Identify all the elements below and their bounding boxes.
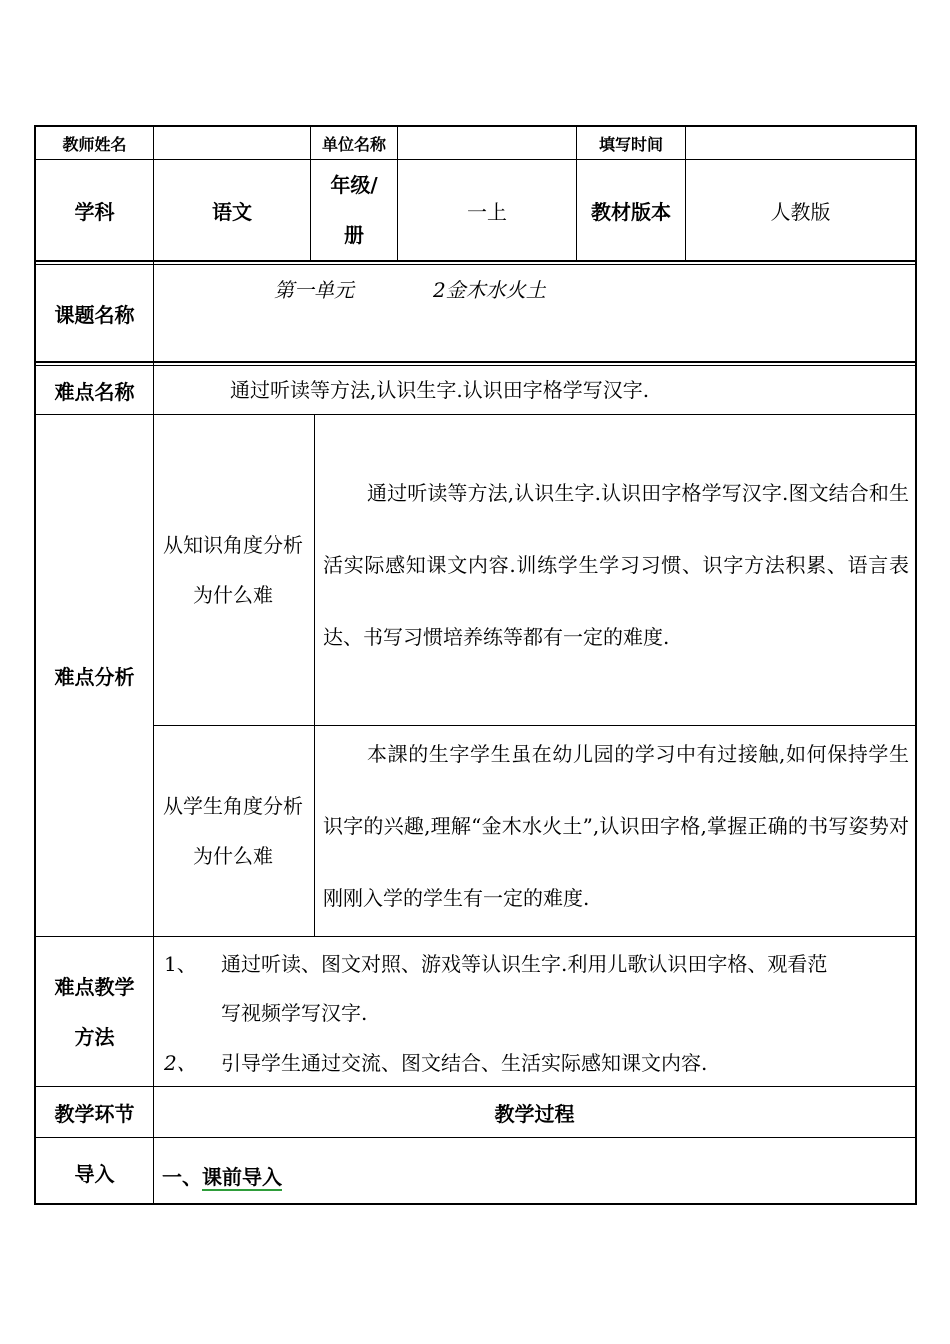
stage-intro-label: 导入 xyxy=(74,1162,115,1186)
methods-label-line1: 难点教学 xyxy=(54,974,135,999)
subject-label: 学科 xyxy=(74,199,115,224)
grade-label-line2: 册 xyxy=(344,223,364,247)
difficulty-text: 通过听读等方法,认识生字.认识田字格学写汉字. xyxy=(230,378,650,402)
methods-label xyxy=(36,937,153,1086)
student-angle-text: 本課的生字学生虽在幼儿园的学习中有过接触,如何保持学生识字的兴趣,理解“金木水火土”,认识田字格,掌握正确的书写姿势对刚刚入学的学生有一定的难度. xyxy=(323,742,909,910)
textbook-label: 教材版本 xyxy=(591,199,671,224)
knowledge-angle-label: 从知识角度分析为什么难 xyxy=(163,533,303,607)
teacher-name-value[interactable] xyxy=(154,127,310,159)
intro-content-num: 一、 xyxy=(162,1165,202,1189)
fill-time-value[interactable] xyxy=(686,127,915,159)
topic-label: 课题名称 xyxy=(54,302,135,327)
intro-content xyxy=(162,1162,282,1192)
student-angle-label: 从学生角度分析为什么难 xyxy=(163,794,303,868)
intro-content-title: 课前导入 xyxy=(202,1165,282,1189)
process-header: 教学过程 xyxy=(494,1101,575,1126)
unit-name-label: 单位名称 xyxy=(321,134,386,154)
textbook-value: 人教版 xyxy=(770,199,831,224)
knowledge-angle-text: 通过听读等方法,认识生字.认识田字格学写汉字.图文结合和生活实际感知课文内容.训练学生学习习惯、识字方法积累、语言表达、书写习惯培养练等都有一定的难度. xyxy=(323,481,909,649)
grade-label-line1: 年级/ xyxy=(330,173,378,197)
topic-unit: 第一单元 xyxy=(274,278,354,302)
method-item-2-text-line1: 引导学生通过交流、图文结合、生活实际感知课文内容. xyxy=(221,1051,708,1075)
fill-time-label: 填写时间 xyxy=(598,134,663,154)
method-item-1-num: 1、 xyxy=(164,952,197,976)
subject-value: 语文 xyxy=(212,199,252,224)
analysis-label: 难点分析 xyxy=(54,665,135,689)
unit-name-value[interactable] xyxy=(398,127,576,159)
difficulty-label: 难点名称 xyxy=(54,379,135,404)
grade-value: 一上 xyxy=(467,199,507,224)
methods-label-line2: 方法 xyxy=(74,1024,115,1049)
topic-lesson: 2金木水火土 xyxy=(433,278,546,302)
grade-label xyxy=(311,160,397,260)
method-item-2-num: 2、 xyxy=(164,1051,197,1075)
stage-header: 教学环节 xyxy=(54,1101,135,1126)
teacher-name-label: 教师姓名 xyxy=(62,134,127,154)
method-item-1-text-line2: 写视频学写汉字. xyxy=(221,1001,368,1025)
method-item-1-text-line1: 通过听读、图文对照、游戏等认识生字.利用儿歌认识田字格、观看范 xyxy=(221,952,828,976)
